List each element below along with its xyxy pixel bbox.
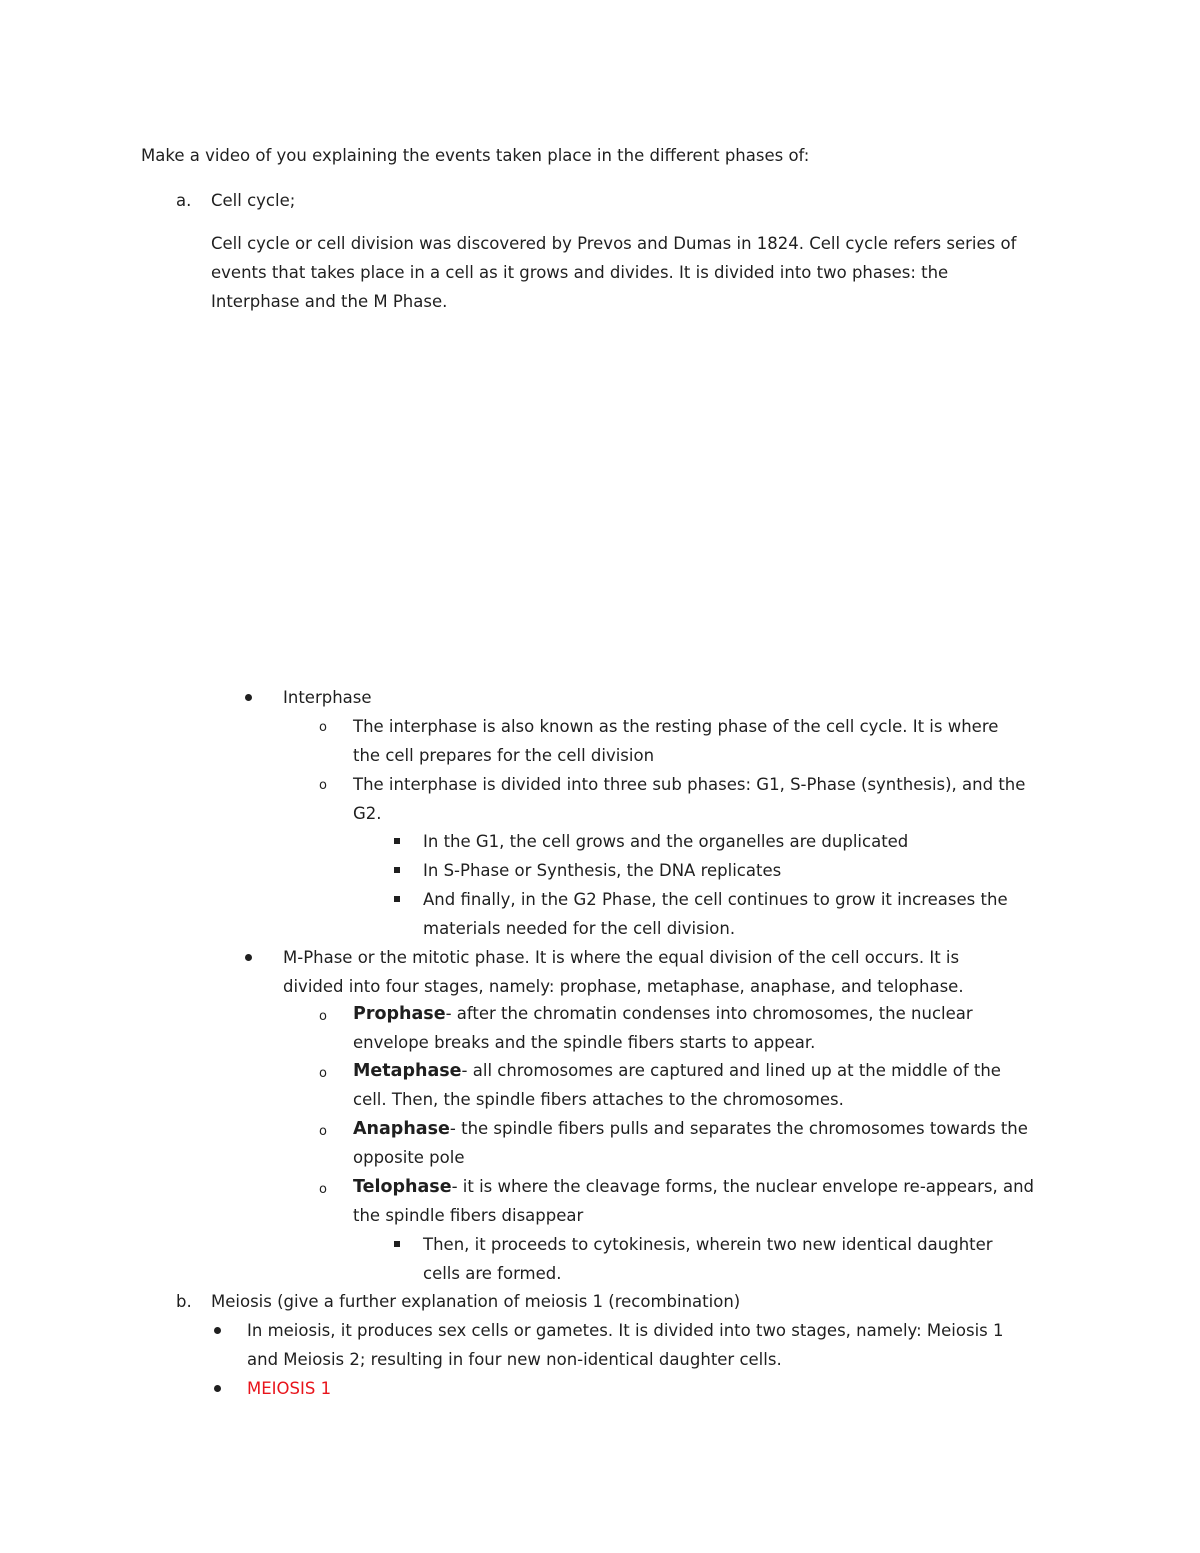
stage-description-cont: opposite pole [353,1148,465,1167]
prompt-text: Make a video of you explaining the events taken place in the different phases of: [141,146,810,165]
interphase-point-line: The interphase is divided into three sub phases: G1, S-Phase (synthesis), and the [353,775,1026,794]
stage-description-cont: envelope breaks and the spindle fibers starts to appear. [353,1033,816,1052]
stage-name: Metaphase [353,1061,462,1081]
circle-bullet-icon: o [319,1124,327,1139]
square-bullet-icon [394,896,400,902]
interphase-point-line: The interphase is also known as the resting phase of the cell cycle. It is where [353,717,999,736]
stage-description-cont: cell. Then, the spindle fibers attaches to the chromosomes. [353,1090,844,1109]
intro-line: Interphase and the M Phase. [211,292,448,311]
interphase-point-line: G2. [353,804,382,823]
stage-prophase [353,999,973,1029]
square-bullet-icon [394,1241,400,1247]
bullet-icon [245,694,252,701]
section-b-marker: b. [176,1292,192,1311]
cytokinesis-line: cells are formed. [423,1264,562,1283]
stage-telophase [353,1172,1034,1202]
section-a-title: Cell cycle; [211,191,296,210]
cytokinesis-line: Then, it proceeds to cytokinesis, wherein two new identical daughter [423,1235,993,1254]
subphase-line: And finally, in the G2 Phase, the cell continues to grow it increases the [423,890,1008,909]
bullet-icon [245,954,252,961]
circle-bullet-icon: o [319,1009,327,1024]
intro-line: Cell cycle or cell division was discovered by Prevos and Dumas in 1824. Cell cycle refers series of [211,234,1017,253]
subphase-line: materials needed for the cell division. [423,919,736,938]
section-b-title: Meiosis (give a further explanation of meiosis 1 (recombination) [211,1292,741,1311]
bullet-icon [214,1385,221,1392]
subphase-line: In S-Phase or Synthesis, the DNA replicates [423,861,782,880]
stage-description: - after the chromatin condenses into chromosomes, the nuclear [445,1004,973,1023]
square-bullet-icon [394,867,400,873]
stage-description: - all chromosomes are captured and lined up at the middle of the [461,1061,1001,1080]
mphase-line: divided into four stages, namely: prophase, metaphase, anaphase, and telophase. [283,977,964,996]
bullet-icon [214,1327,221,1334]
meiosis-line: and Meiosis 2; resulting in four new non-identical daughter cells. [247,1350,782,1369]
stage-anaphase [353,1114,1028,1144]
meiosis-1-heading: MEIOSIS 1 [247,1379,332,1398]
stage-name: Anaphase [353,1119,450,1139]
stage-metaphase [353,1056,1001,1086]
mphase-line: M-Phase or the mitotic phase. It is where the equal division of the cell occurs. It is [283,948,960,967]
stage-description-cont: the spindle fibers disappear [353,1206,584,1225]
stage-name: Telophase [353,1177,452,1197]
circle-bullet-icon: o [319,720,327,735]
subphase-line: In the G1, the cell grows and the organelles are duplicated [423,832,909,851]
stage-description: - it is where the cleavage forms, the nuclear envelope re-appears, and [451,1177,1035,1196]
square-bullet-icon [394,838,400,844]
meiosis-line: In meiosis, it produces sex cells or gametes. It is divided into two stages, namely: Meiosis 1 [247,1321,1004,1340]
interphase-title: Interphase [283,688,372,707]
stage-name: Prophase [353,1004,446,1024]
circle-bullet-icon: o [319,778,327,793]
stage-description: - the spindle fibers pulls and separates the chromosomes towards the [449,1119,1028,1138]
intro-line: events that takes place in a cell as it grows and divides. It is divided into two phases: the [211,263,949,282]
circle-bullet-icon: o [319,1182,327,1197]
circle-bullet-icon: o [319,1066,327,1081]
section-a-marker: a. [176,191,192,210]
interphase-point-line: the cell prepares for the cell division [353,746,655,765]
